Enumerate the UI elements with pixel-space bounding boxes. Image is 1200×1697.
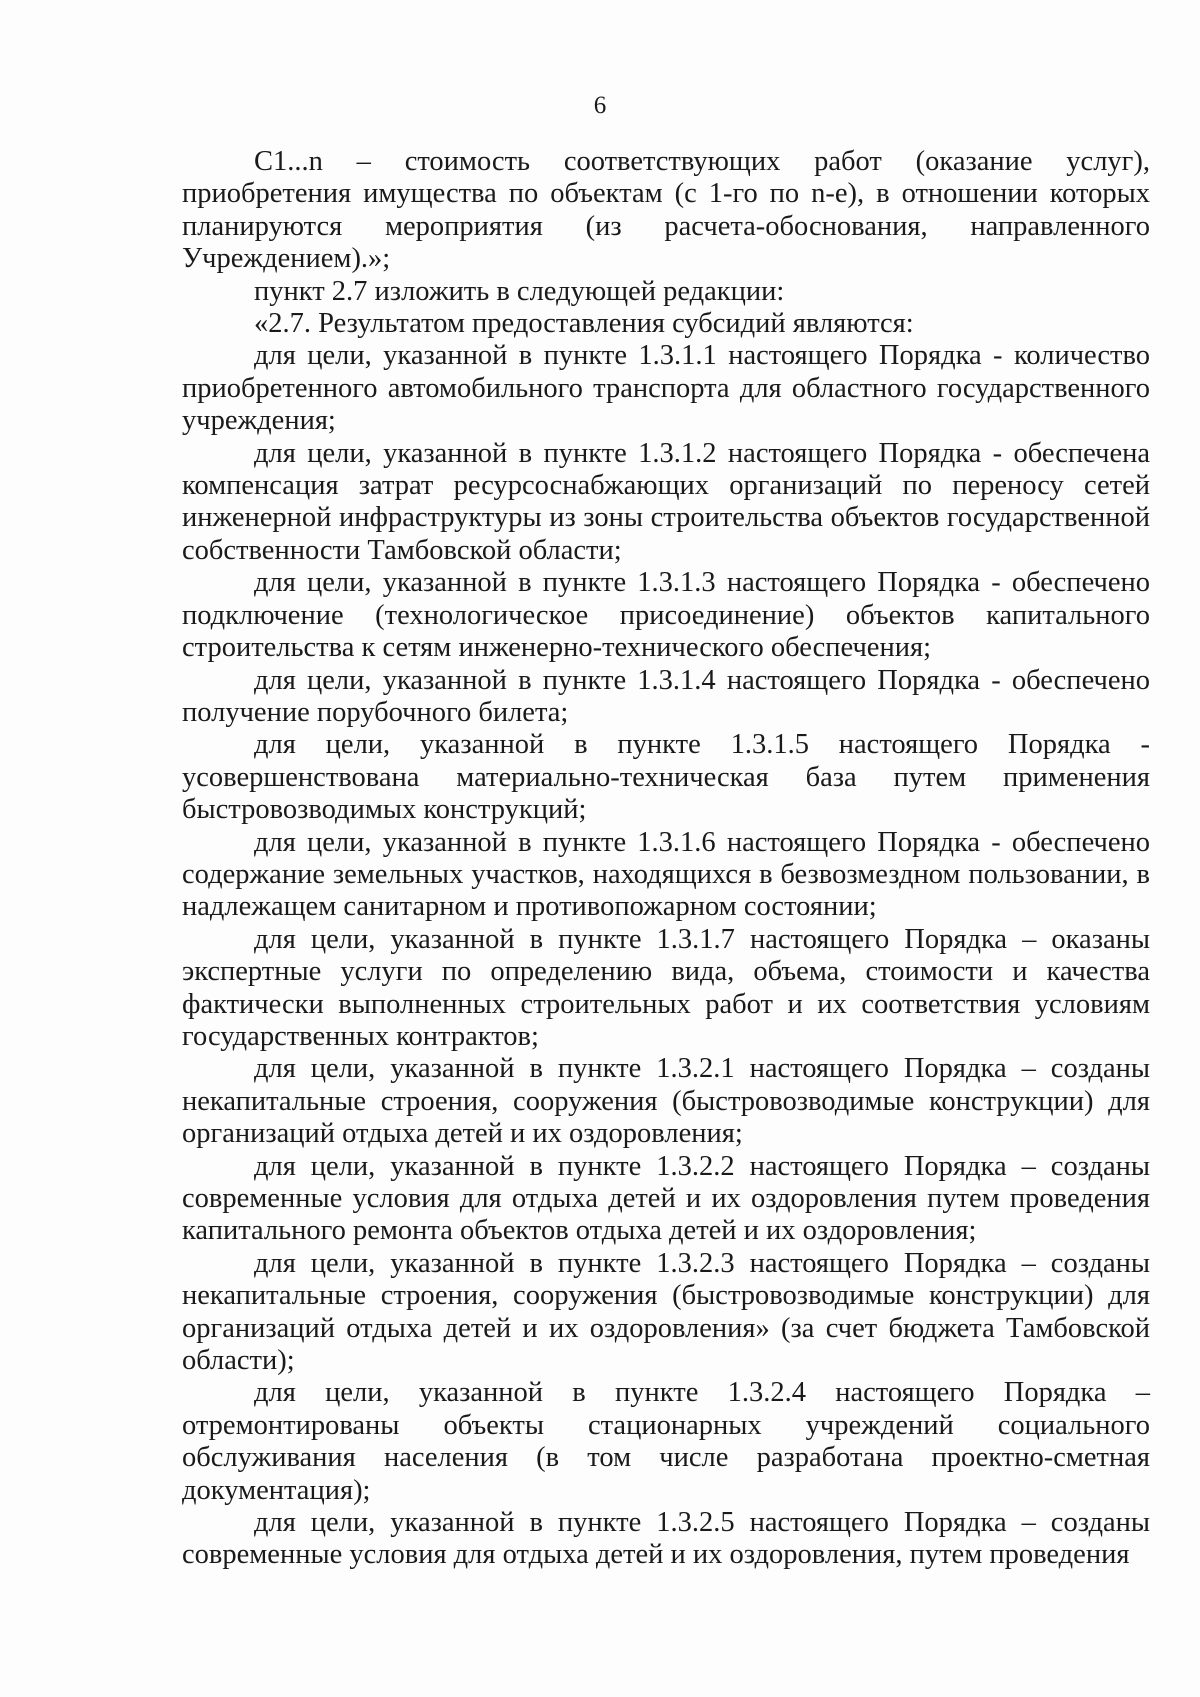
paragraph-result-1-3-1-7: для цели, указанной в пункте 1.3.1.7 настоящего Порядка – оказаны экспертные услуги по определению вида, объема, стоимости и качества фактически выполненных строительных работ и их соответствия условиям государственных контрактов; (182, 923, 1150, 1052)
paragraph-result-1-3-2-3: для цели, указанной в пункте 1.3.2.3 настоящего Порядка – созданы некапитальные строения, сооружения (быстровозводимые конструкции) для организаций отдыха детей и их оздоровления» (за счет бюджета Тамбовской области); (182, 1247, 1150, 1377)
paragraph-result-1-3-2-4: для цели, указанной в пункте 1.3.2.4 настоящего Порядка – отремонтированы объекты стационарных учреждений социального обслуживания населения (в том числе разработана проектно-сметная документация); (182, 1377, 1150, 1506)
paragraph-results-heading: «2.7. Результатом предоставления субсидий являются: (254, 308, 914, 340)
paragraph-result-1-3-1-2: для цели, указанной в пункте 1.3.1.2 настоящего Порядка - обеспечена компенсация затрат ресурсоснабжающих организаций по переносу сетей инженерной инфраструктуры из зоны строительства объектов государственной собственности Тамбовской области; (182, 437, 1150, 566)
paragraph-result-1-3-1-6: для цели, указанной в пункте 1.3.1.6 настоящего Порядка - обеспечено содержание земельных участков, находящихся в безвозмездном пользовании, в надлежащем санитарном и противопожарном состоянии; (182, 826, 1150, 923)
page-number: 6 (593, 92, 607, 119)
paragraph-cost-definition: C1...n – стоимость соответствующих работ (оказание услуг), приобретения имущества по объектам (с 1-го по n-е), в отношении которых планируются мероприятия (из расчета-обоснования, направленного Учреждением).»; (182, 146, 1150, 275)
paragraph-result-1-3-1-3: для цели, указанной в пункте 1.3.1.3 настоящего Порядка - обеспечено подключение (технологическое присоединение) объектов капитального строительства к сетям инженерно-технического обеспечения; (182, 567, 1150, 664)
paragraph-result-1-3-2-2: для цели, указанной в пункте 1.3.2.2 настоящего Порядка – созданы современные условия для отдыха детей и их оздоровления путем проведения капитального ремонта объектов отдыха детей и их оздоровления; (182, 1150, 1150, 1247)
paragraph-result-1-3-1-1: для цели, указанной в пункте 1.3.1.1 настоящего Порядка - количество приобретенного автомобильного транспорта для областного государственного учреждения; (182, 340, 1150, 437)
paragraph-amendment-instruction: пункт 2.7 изложить в следующей редакции: (254, 275, 785, 307)
paragraph-result-1-3-1-5: для цели, указанной в пункте 1.3.1.5 настоящего Порядка - усовершенствована материально-техническая база путем применения быстровозводимых конструкций; (182, 729, 1150, 826)
paragraph-result-1-3-2-5: для цели, указанной в пункте 1.3.2.5 настоящего Порядка – созданы современные условия для отдыха детей и их оздоровления, путем проведения (182, 1507, 1150, 1571)
document-body (182, 146, 1150, 1572)
paragraph-result-1-3-2-1: для цели, указанной в пункте 1.3.2.1 настоящего Порядка – созданы некапитальные строения, сооружения (быстровозводимые конструкции) для организаций отдыха детей и их оздоровления; (182, 1053, 1150, 1150)
paragraph-result-1-3-1-4: для цели, указанной в пункте 1.3.1.4 настоящего Порядка - обеспечено получение порубочного билета; (182, 664, 1150, 728)
